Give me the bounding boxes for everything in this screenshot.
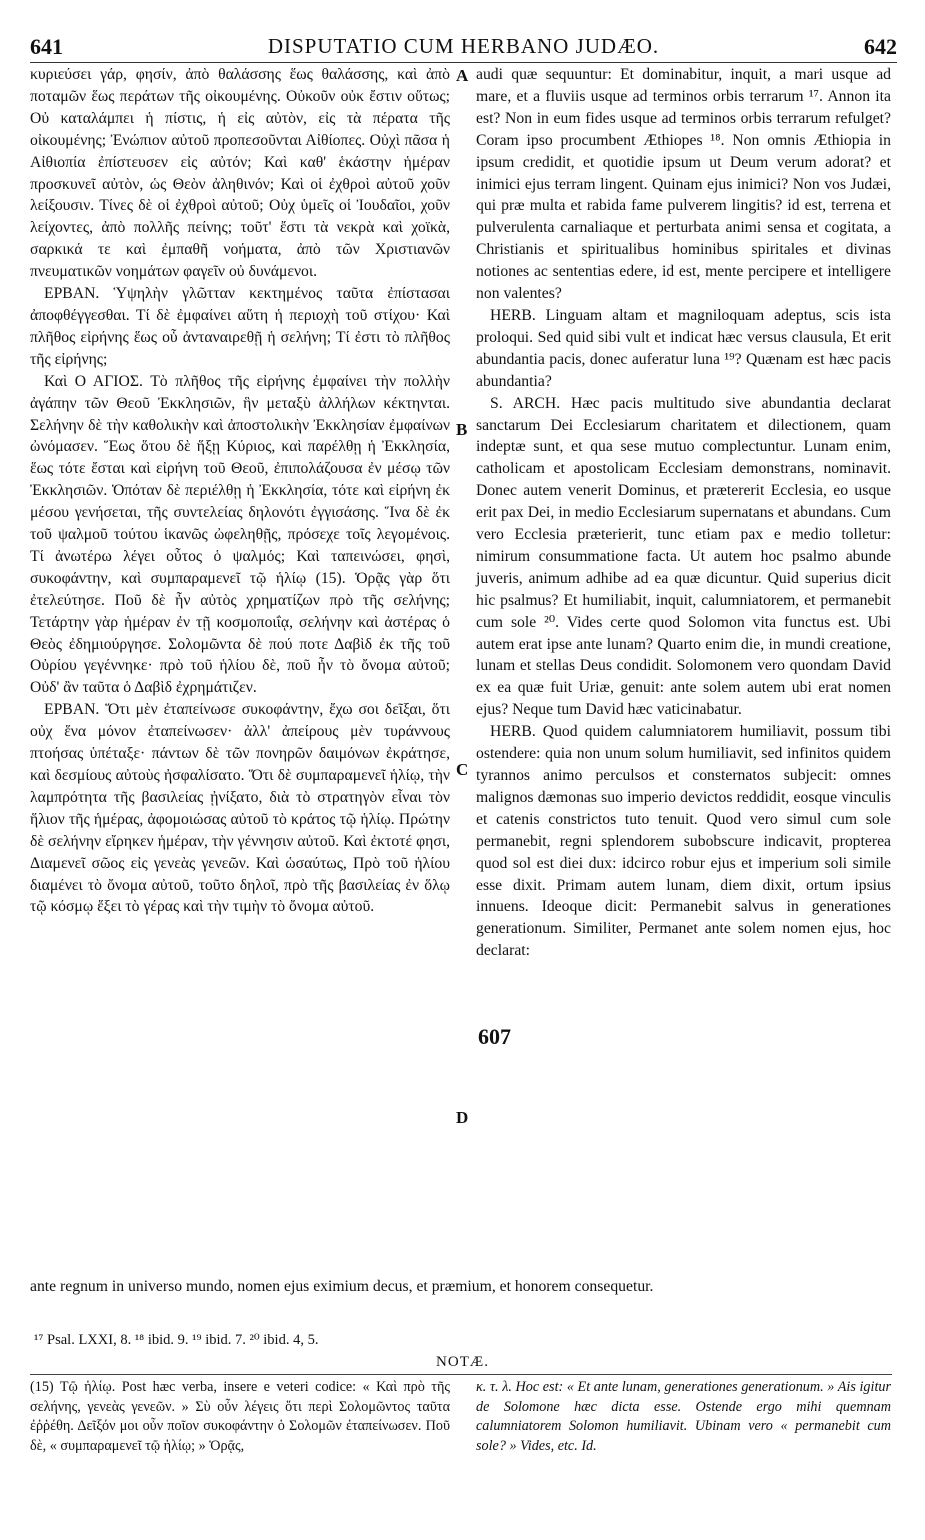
greek-paragraph-2: ΕΡΒΑΝ. Ὑψηλὴν γλῶτταν κεκτημένος ταῦτα ἐπίστασαι ἀποφθέγγεσθαι. Τί δὲ ἐμφαίνει αὕτη ἡ περιοχὴ τοῦ στίχου· Καὶ πλῆθος εἰρήνης ἕως οὗ ἀνταναιρεθῇ ἡ σελήνη; Τί ἐστι τὸ πλῆθος τῆς εἰρήνης; (30, 285, 450, 368)
latin-paragraph-1: audi quæ sequuntur: Et dominabitur, inquit, a mari usque ad mare, et a fluviis usque ad terminos orbis terrarum ¹⁷. Annon ita est? Non in eum fides usque ad terminos orbis terrarum refulget? Coram ipso procumbent Æthiopes ¹⁸. Non omnis Æthiopia in ipsum credidit, et quotidie ipsum ut Deum verum adorat? et inimici ejus terram lingent. Quinam ejus inimici? Non vos Judæi, qui præ multa et rabida fame pulverem lingitis? id est, terrena et pulverulenta carnaliaque et perturbata animi sensa et cogitata, a Christianis et spiritualibus hominibus spiritales et divinas notiones ac sententias edere, id est, mente percipere et intelligere non valentes? (476, 66, 891, 303)
greek-paragraph-4: ΕΡΒΑΝ. Ὅτι μὲν ἐταπείνωσε συκοφάντην, ἔχω σοι δεῖξαι, ὅτι οὐχ ἕνα μόνον ἐταπείνωσεν· ἀλλ' ἀπείρους μὲν τυράννους πτοήσας ὑπέταξε· πάντων δὲ τῶν πονηρῶν δαιμόνων ἐκράτησε, καὶ δεσμίους αὐτοὺς ἠσφαλίσατο. Ὅτι δὲ συμπαραμενεῖ ἡλίῳ, τὴν λαμπρότητα τῆς βασιλείας ᾐνίξατο, διὰ τὸ στρατηγὸν εἶναι τὸν ἥλιον τῆς ἡμέρας, ἀφομοιώσας αὐτοῦ τὸ κράτος τῷ ἡλίῳ. Πρώτην δὲ σελήνην εἴρηκεν ἡμέραν, τὴν γέννησιν αὐτοῦ. Καὶ ἐκτοτέ φησι, Διαμενεῖ σῶος εἰς γενεὰς γενεῶν. Καὶ ὡσαύτως, Πρὸ τοῦ ἡλίου διαμένει τὸ ὄνομα αὐτοῦ, τοῦτο δηλοῖ, πρὸ τῆς βασιλείας ἐν ὅλῳ τῷ κόσμῳ ἕξει τὸ γέρας καὶ τὴν τιμὴν τὸ ὄνομα αὐτοῦ. (30, 701, 450, 916)
greek-paragraph-3: Καὶ Ο ΑΓΙΟΣ. Τὸ πλῆθος τῆς εἰρήνης ἐμφαίνει τὴν πολλὴν ἀγάπην τῶν Θεοῦ Ἐκκλησιῶν, ἣν μεταξὺ ἀλλήλων κέκτηνται. Σελήνην δὲ τὴν καθολικὴν καὶ ἀποστολικὴν Ἐκκλησίαν ἐμφαίνων ὠνόμασεν. Ἕως ὅτου δὲ ἥξῃ Κύριος, καὶ παρέλθῃ ἡ Ἐκκλησία, ἕως τότε ἔσται καὶ εἰρήνη τοῦ Θεοῦ, ἐπιπολάζουσα ἐν μέσῳ τῶν Ἐκκλησιῶν. Ὁπόταν δὲ περιέλθῃ ἡ Ἐκκλησία, τότε καὶ εἰρήνη ἐκ μέσου γενήσεται, τῆς συντελείας δηλονότι ἐγγισάσης. Ἵνα δὲ ἐκ τοῦ ψαλμοῦ τούτου ἱκανῶς ὠφεληθῇς, πρόσεχε τοῖς λεγομένοις. Τί ἀνωτέρω λέγει οὗτος ὁ ψαλμός; Καὶ ταπεινώσει, φησὶ, συκοφάντην, καὶ συμπαραμενεῖ τῷ ἡλίῳ (15). Ὁρᾷς γὰρ ὅτι ἐτελεύτησε. Ποῦ δὲ ἦν αὐτὸς χρηματίζων πρὸ τῆς σελήνης; Τετάρτην γὰρ ἡμέραν ἐν τῇ κοσμοποιΐᾳ, σελήνην καὶ ἀστέρας ὁ Θεὸς ἐδημιούργησε. Σολομῶντα δὲ πού ποτε Δαβὶδ ἐκ τῆς τοῦ Οὐρίου γεγέννηκε· πρὸ τοῦ ἡλίου δὲ, ποῦ ἦν τὸ ὄνομα αὐτοῦ; Οὐδ' ἂν ταῦτα ὁ Δαβὶδ ἐχρημάτιζεν. (30, 372, 450, 697)
note-latin: κ. τ. λ. Hoc est: « Et ante lunam, generationes generationum. » Ais igitur de Solomone hæc dicta esse. Ostende ergo mihi quemnam calumniatorem Solomon humiliavit. Ubinam vero « permanebit cum sole? » Vides, etc. Id. (476, 1379, 891, 1454)
note-greek: (15) Τῷ ἡλίῳ. Post hæc verba, insere e veteri codice: « Καὶ πρὸ τῆς σελήνης, γενεὰς γενεῶν. » Σὺ οὖν λέγεις ὅτι περὶ Σολομῶντος ταῦτα ἐῤῥέθη. Δεῖξόν μοι οὖν ποῖον συκοφάντην ὁ Σολομῶν ἐταπείνωσεν. Ποῦ δὲ, « συμπαραμενεῖ τῷ ἡλίῳ; » Ὁρᾷς, (30, 1379, 450, 1454)
greek-column (30, 64, 450, 918)
latin-paragraph-3: S. ARCH. Hæc pacis multitudo sive abundantia declarat sanctarum Dei Ecclesiarum charitatem et dilectionem, quam indeptæ sunt, et qua sese mutuo complectuntur. Lunam enim, catholicam et apostolicam Ecclesiam demonstrans, nominavit. Donec autem venerit Dominus, et prætererit Ecclesia, eo usque erit pax Dei, in medio Ecclesiarum supernatans et abundans. Cum vero Ecclesia præterierit, tunc etiam pax e medio tolletur: nimirum consummatione facta. Ut autem hoc psalmo abunde juveris, animum adhibe ad ea quæ dicuntur. Quid superius dicit hic psalmus? Et humiliabit, inquit, calumniatorem, et permanebit cum sole ²⁰. Vides certe quod Solomon vita functus est. Ubi autem erat ipse ante lunam? Quarto enim die, in mundi creatione, lunam et stellas Deus condidit. Solomonem vero quondam David ex ea quæ fuit Uriæ, genuit: ante solem autem ubi erat nomen ejus? Neque tum David hæc vaticinabatur. (476, 394, 891, 719)
margin-marker-d: D (456, 1108, 469, 1127)
greek-paragraph-1: κυριεύσει γάρ, φησίν, ἀπὸ θαλάσσης ἕως θαλάσσης, καὶ ἀπὸ ποταμῶν ἕως περάτων τῆς οἰκουμένης. Οὐκοῦν οὐκ ἔστιν οὕτως; Οὐ καταλάμπει ἡ πίστις, ἡ εἰς αὐτὸν, εἰς τὰ πέρατα τῆς οἰκουμένης; Ἐνώπιον αὐτοῦ προπεσοῦνται Αἰθίοπες. Οὐχὶ πᾶσα ἡ Αἰθιοπία ἐπίστευσεν εἰς αὐτόν; Καὶ καθ' ἑκάστην ἡμέραν προσκυνεῖ αὐτὸν, ὡς Θεὸν ἀληθινόν; Καὶ οἱ ἐχθροὶ αὐτοῦ χοῦν λείξουσιν. Τίνες δὲ οἱ ἐχθροὶ αὐτοῦ; Οὐχ ὑμεῖς οἱ Ἰουδαῖοι, χοῦν λείχοντες, ἀπὸ πολλῆς πείνης; τοῦτ' ἔστι τὰ νεκρὰ καὶ χοϊκὰ, σαρκικά τε καὶ ἐμπαθῆ νοήματα, ἀπὸ τῶν Χριστιανῶν πνευματικῶν νοημάτων φαγεῖν οὐ δυνάμενοι. (30, 66, 450, 281)
continuation-line: ante regnum in universo mundo, nomen ejus eximium decus, et præmium, et honorem consequetur. (30, 1278, 654, 1295)
column-number-marker: 607 (478, 1024, 511, 1049)
page-number-left: 641 (30, 34, 63, 59)
margin-marker-c: C (456, 760, 469, 779)
latin-column (476, 64, 891, 962)
page-title: DISPUTATIO CUM HERBANO JUDÆO. (267, 34, 660, 58)
margin-marker-b: B (456, 420, 468, 439)
notes-heading: NOTÆ. (436, 1354, 489, 1370)
latin-paragraph-2: HERB. Linguam altam et magniloquam adeptus, scis ista proloqui. Sed quid sibi vult et indicat hæc versus clausula, Et erit abundantia pacis, donec auferatur luna ¹⁹? Quænam est hæc pacis abundantia? (476, 306, 891, 390)
footnotes: ¹⁷ Psal. LXXI, 8. ¹⁸ ibid. 9. ¹⁹ ibid. 7. ²⁰ ibid. 4, 5. (34, 1332, 319, 1348)
running-header (30, 30, 897, 63)
notes-divider (30, 1374, 892, 1375)
latin-paragraph-4: HERB. Quod quidem calumniatorem humiliavit, possum tibi ostendere: quia non unum solum humiliavit, sed infinitos quidem tyrannos animo perculsos et consternatos subjecit: omnes malignos dæmonas suo imperio devictos reddidit, eosque vinculis et catenis constrictos tuto tenuit. Quod vero simul cum sole permanebit, regni splendorem subobscure indicavit, propterea quod sol est diei dux: idcirco robur ejus et imperium soli simile esse dixit. Primam autem lunam, diem dixit, ortum ipsius innuens. Ideoque dicit: Permanebit salvus in generationes generationum. Similiter, Permanet ante solem nomen ejus, hoc declarat: (476, 723, 891, 960)
page-number-right: 642 (864, 34, 897, 59)
margin-marker-a: A (456, 66, 469, 85)
